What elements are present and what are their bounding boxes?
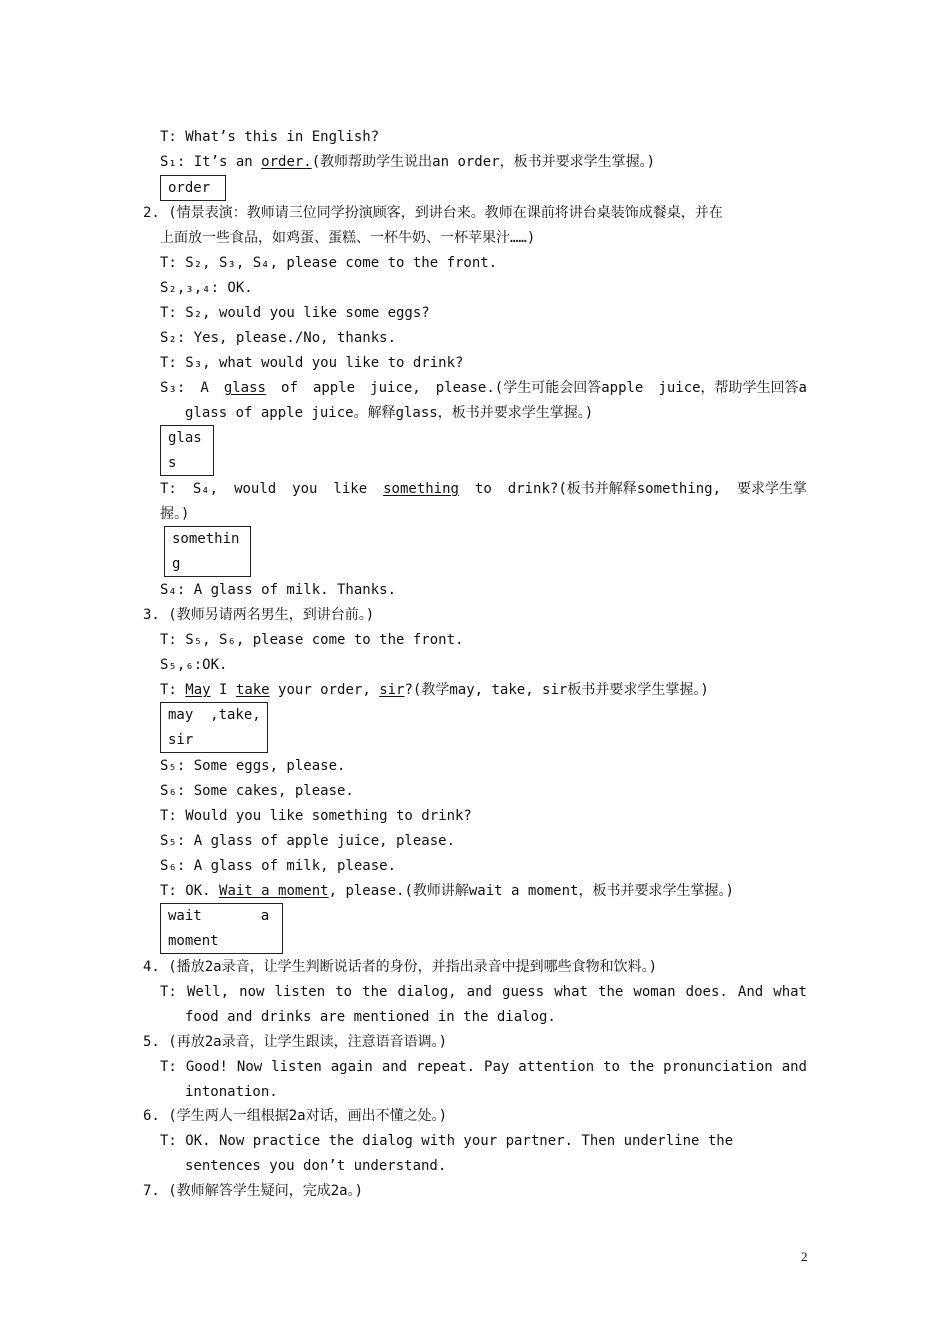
text-span: T: S₄, would you like — [160, 481, 384, 497]
vocab-box-something: somethin g — [164, 526, 251, 577]
text-line: 7. (教师解答学生疑问，完成2a。) — [143, 1183, 364, 1199]
underlined-word: take — [235, 682, 270, 698]
text-line: 5. (再放2a录音，让学生跟读，注意语音语调。) — [143, 1034, 447, 1050]
vocab-box-may-take-sir: may ,take, sir — [160, 702, 268, 753]
underlined-word: May — [185, 682, 211, 698]
text-span: of apple juice, please.(学生可能会回答apple juice，帮助学生回答a — [265, 380, 807, 396]
text-span: T: — [160, 682, 186, 698]
text-line: T: Well, now listen to the dialog, and guess what the woman does. And what — [160, 984, 807, 1000]
text-line: T: OK. Now practice the dialog with your partner. Then underline the — [160, 1133, 734, 1149]
underlined-word: Wait a moment — [219, 883, 329, 899]
text-line: 握。) — [160, 506, 190, 522]
text-line: intonation. — [185, 1084, 278, 1100]
text-line: S₆: A glass of milk, please. — [160, 858, 397, 874]
text-line: T: S₂, S₃, S₄, please come to the front. — [160, 255, 498, 271]
text-line: S₆: Some cakes, please. — [160, 783, 354, 799]
text-span: S₃: A — [160, 380, 224, 396]
underlined-word: something — [383, 481, 459, 497]
text-span: ?(教学may, take, sir板书并要求学生掌握。) — [404, 682, 709, 698]
text-span: your order, — [269, 682, 380, 698]
text-line: 4. (播放2a录音，让学生判断说话者的身份，并指出录音中提到哪些食物和饮料。) — [143, 959, 657, 975]
text-line — [160, 153, 655, 171]
text-line: 3. (教师另请两名男生，到讲台前。) — [143, 607, 375, 623]
text-line — [160, 882, 734, 900]
text-line: S₄: A glass of milk. Thanks. — [160, 582, 397, 598]
text-line: food and drinks are mentioned in the dialog. — [185, 1009, 556, 1025]
page-number: 2 — [801, 1249, 808, 1264]
text-span: S₁: It’s an — [160, 154, 262, 170]
text-span: , please.(教师讲解wait a moment，板书并要求学生掌握。) — [328, 883, 734, 899]
vocab-box-wait-a-moment: wait a moment — [160, 903, 283, 954]
text-line: T: Would you like something to drink? — [160, 808, 472, 824]
text-span: T: OK. — [160, 883, 220, 899]
text-line: S₂: Yes, please./No, thanks. — [160, 330, 397, 346]
text-line: sentences you don’t understand. — [185, 1158, 447, 1174]
text-line: T: S₂, would you like some eggs? — [160, 305, 430, 321]
text-line: S₅,₆:OK. — [160, 657, 228, 673]
text-line — [160, 379, 807, 397]
underlined-word: order. — [261, 154, 312, 170]
text-line — [160, 480, 807, 498]
vocab-box-glass: glas s — [160, 425, 214, 476]
text-span: to drink?(板书并解释something, 要求学生掌 — [458, 481, 807, 497]
text-line: S₅: Some eggs, please. — [160, 758, 346, 774]
text-line: S₂,₃,₄: OK. — [160, 280, 253, 296]
text-line: T: Good! Now listen again and repeat. Pay attention to the pronunciation and — [160, 1059, 807, 1075]
text-line: T: S₅, S₆, please come to the front. — [160, 632, 464, 648]
text-line: glass of apple juice。解释glass，板书并要求学生掌握。) — [185, 405, 594, 421]
underlined-word: sir — [379, 682, 405, 698]
text-line: T: S₃, what would you like to drink? — [160, 355, 464, 371]
text-span: I — [210, 682, 236, 698]
text-span: (教师帮助学生说出an order，板书并要求学生掌握。) — [311, 154, 656, 170]
text-line: 上面放一些食品，如鸡蛋、蛋糕、一杯牛奶、一杯苹果汁……) — [160, 230, 536, 246]
text-line: S₅: A glass of apple juice, please. — [160, 833, 456, 849]
text-line: 6. (学生两人一组根据2a对话，画出不懂之处。) — [143, 1108, 447, 1124]
text-line: 2. (情景表演：教师请三位同学扮演顾客，到讲台来。教师在课前将讲台桌装饰成餐桌，并在 — [143, 205, 723, 221]
text-line: T: What’s this in English? — [160, 129, 380, 145]
vocab-box-order: order — [160, 175, 226, 201]
underlined-word: glass — [223, 380, 266, 396]
text-line — [160, 681, 709, 699]
